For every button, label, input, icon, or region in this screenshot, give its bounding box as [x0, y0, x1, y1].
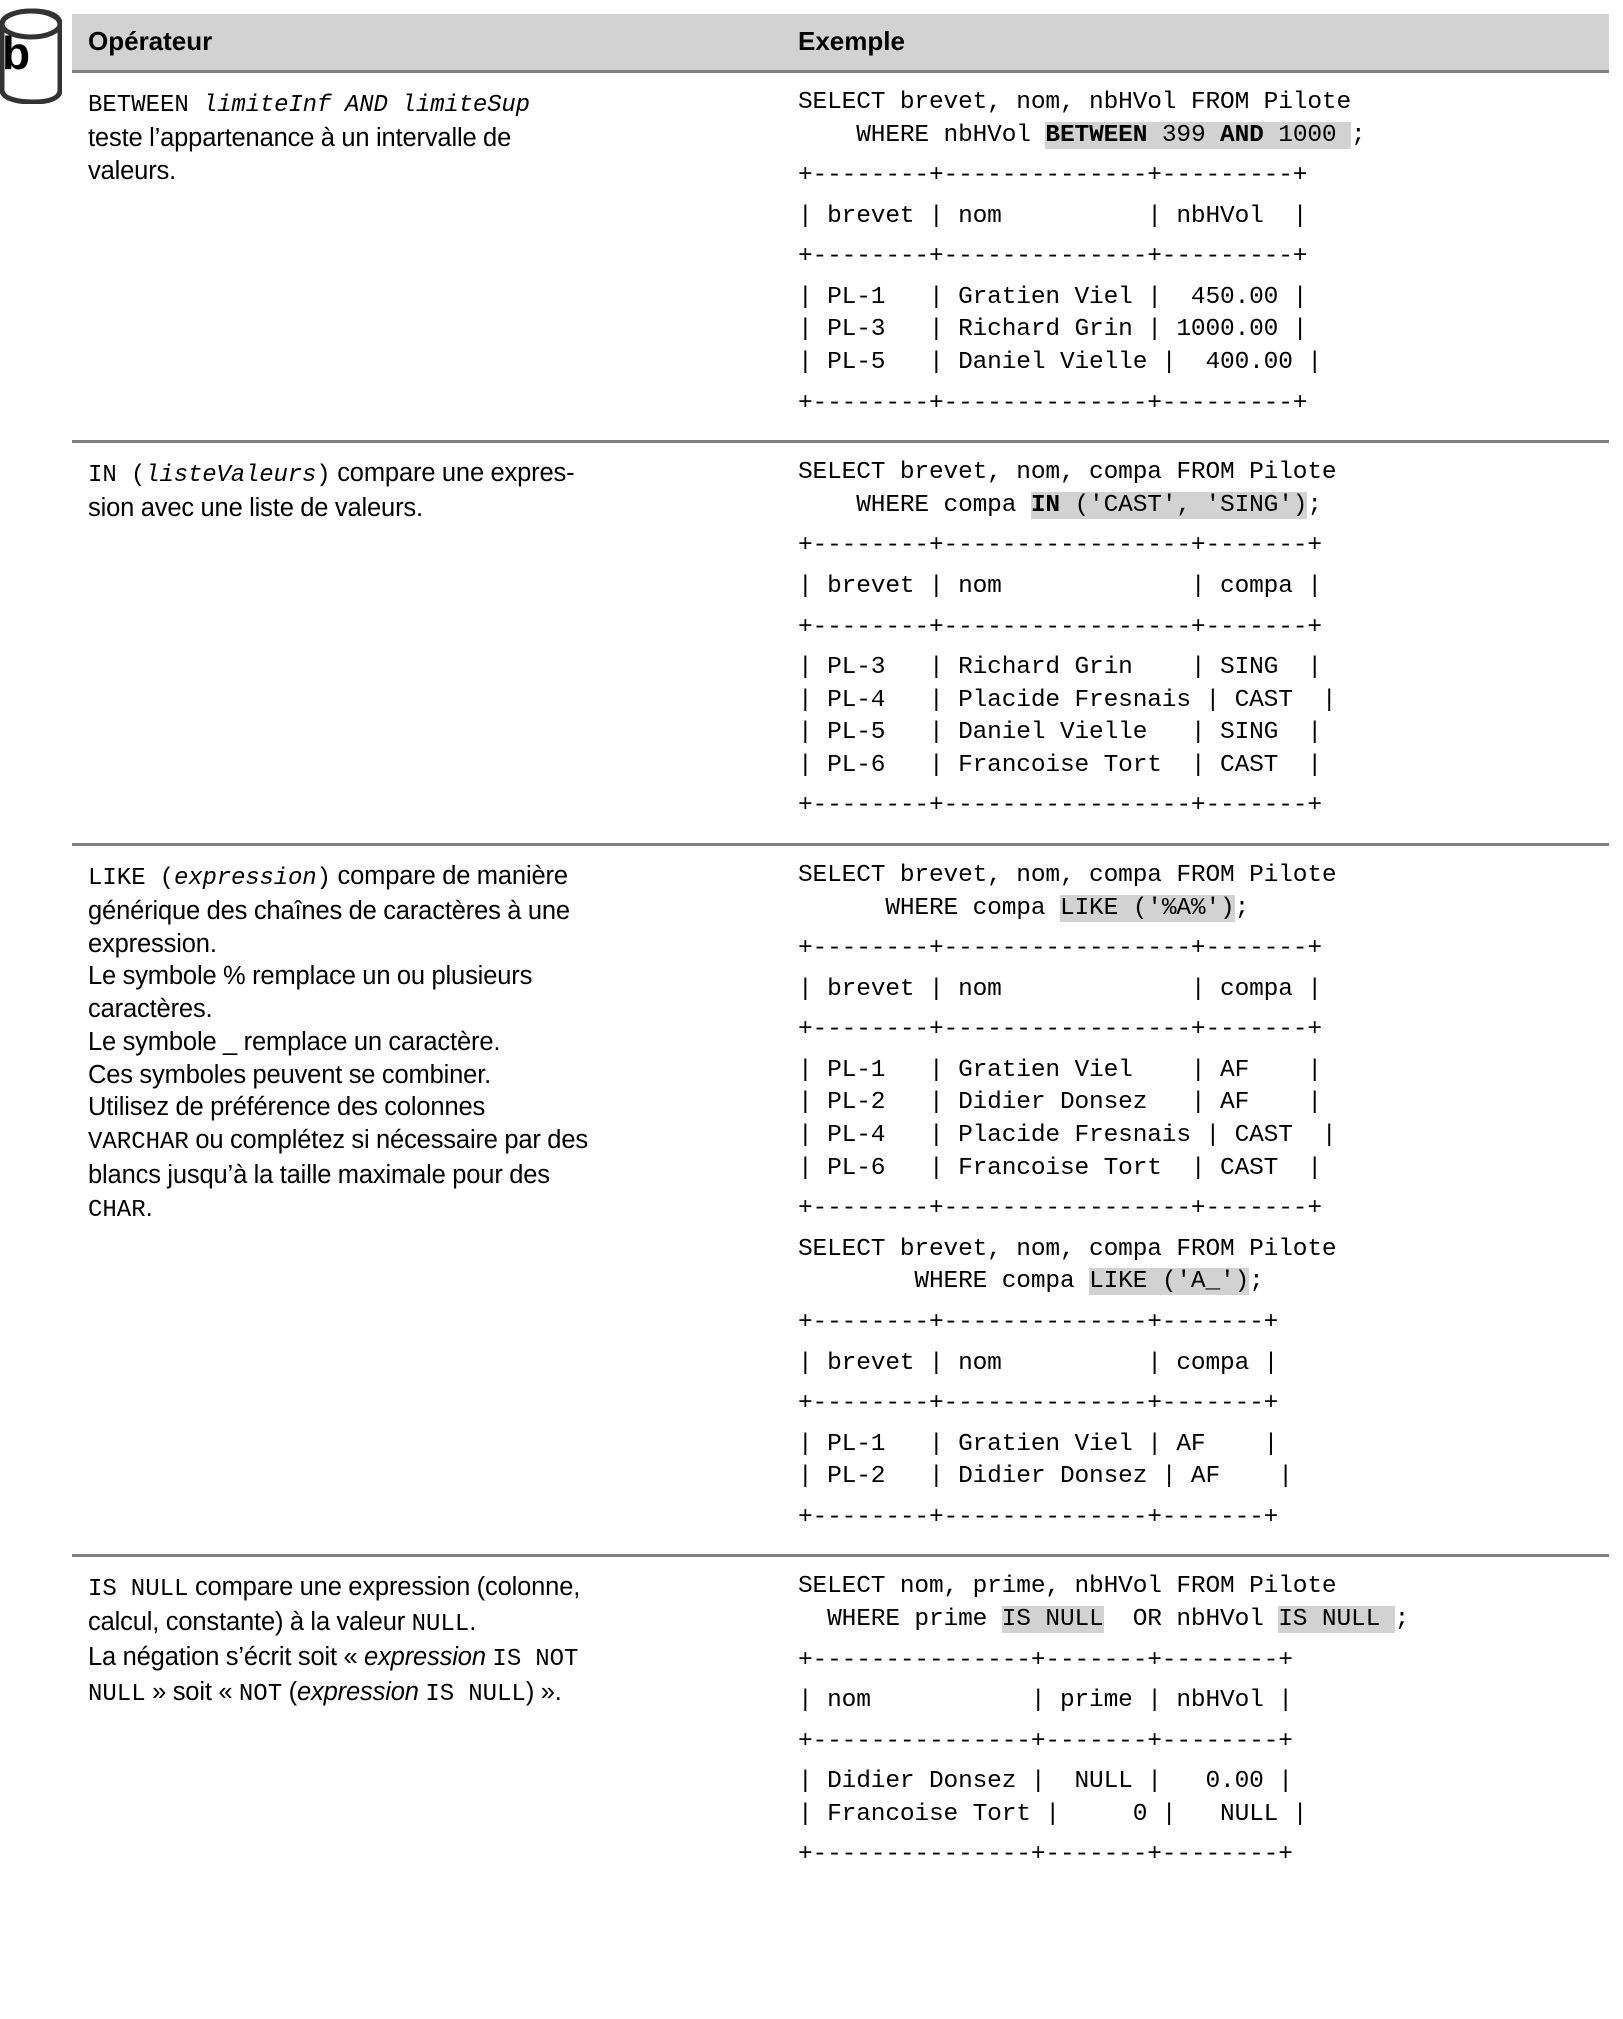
example-cell — [782, 844, 1609, 1555]
example-cell — [782, 442, 1609, 845]
example-code: SELECT nom, prime, nbHVol FROM Pilote WHERE prime IS NULL OR nbHVol IS NULL ; +---------------+-------+--------+ | nom | prime | nbHVol | +---------------+-------+--------+ | Didier Donsez | NULL | 0.00 | | Francoise Tort | 0 | NULL | +---------------+-------+--------+ — [798, 1573, 1410, 1869]
table-header-row — [72, 14, 1609, 72]
operator-description: LIKE (expression) compare de manière générique des chaînes de caractères à une expression. Le symbole % remplace un ou plusieurs caractères. Le symbole _ remplace un caractère. Ces symboles peuvent se combiner. Utilisez de préférence des colonnes VARCHAR ou complétez si nécessaire par des blancs jusqu’à la taille maximale pour des CHAR. — [88, 861, 588, 1224]
table-row — [72, 72, 1609, 442]
operators-table — [72, 14, 1609, 1892]
operator-cell — [72, 1556, 782, 1892]
column-header-example: Exemple — [782, 14, 1609, 72]
operator-description: IN (listeValeurs) compare une expres- sion avec une liste de valeurs. — [88, 459, 575, 523]
table-row — [72, 442, 1609, 845]
operator-cell — [72, 844, 782, 1555]
example-code: SELECT brevet, nom, nbHVol FROM Pilote WHERE nbHVol BETWEEN 399 AND 1000 ; +--------+--------------+---------+ | brevet | nom | nbHVol | +--------+--------------+---------+ | PL-1 | Gratien Viel | 450.00 | | PL-3 | Richard Grin | 1000.00 | | PL-5 | Daniel Vielle | 400.00 | +--------+--------------+---------+ — [798, 89, 1366, 417]
example-code: SELECT brevet, nom, compa FROM Pilote WHERE compa IN ('CAST', 'SING'); +--------+-----------------+-------+ | brevet | nom | compa | +--------+-----------------+-------+ | PL-3 | Richard Grin | SING | | PL-4 | Placide Fresnais | CAST | | PL-5 | Daniel Vielle | SING | | PL-6 | Francoise Tort | CAST | +--------+-----------------+-------+ — [798, 459, 1337, 820]
column-header-operator: Opérateur — [72, 14, 782, 72]
operator-cell — [72, 442, 782, 845]
margin-database-icon — [0, 8, 62, 104]
table-row — [72, 844, 1609, 1555]
table-row — [72, 1556, 1609, 1892]
example-cell — [782, 1556, 1609, 1892]
operator-description: BETWEEN limiteInf AND limiteSup teste l’appartenance à un intervalle de valeurs. — [88, 92, 530, 185]
table-body — [72, 72, 1609, 1893]
margin-icon-letter: b — [2, 27, 31, 79]
operator-cell — [72, 72, 782, 442]
operator-description: IS NULL compare une expression (colonne, calcul, constante) à la valeur NULL. La négation s’écrit soit « expression IS NOT NULL » soit « NOT (expression IS NULL) ». — [88, 1573, 581, 1708]
example-code: SELECT brevet, nom, compa FROM Pilote WHERE compa LIKE ('%A%'); +--------+-----------------+-------+ | brevet | nom | compa | +--------+-----------------+-------+ | PL-1 | Gratien Viel | AF | | PL-2 | Didier Donsez | AF | | PL-4 | Placide Fresnais | CAST | | PL-6 | Francoise Tort | CAST | +--------+-----------------+-------+ SELECT brevet, nom, compa FROM Pilote WHERE compa LIKE ('A_'); +--------+--------------+-------+ | brevet | nom | compa | +--------+--------------+-------+ | PL-1 | Gratien Viel | AF | | PL-2 | Didier Donsez | AF | +--------+--------------+-------+ — [798, 861, 1337, 1531]
example-cell — [782, 72, 1609, 442]
